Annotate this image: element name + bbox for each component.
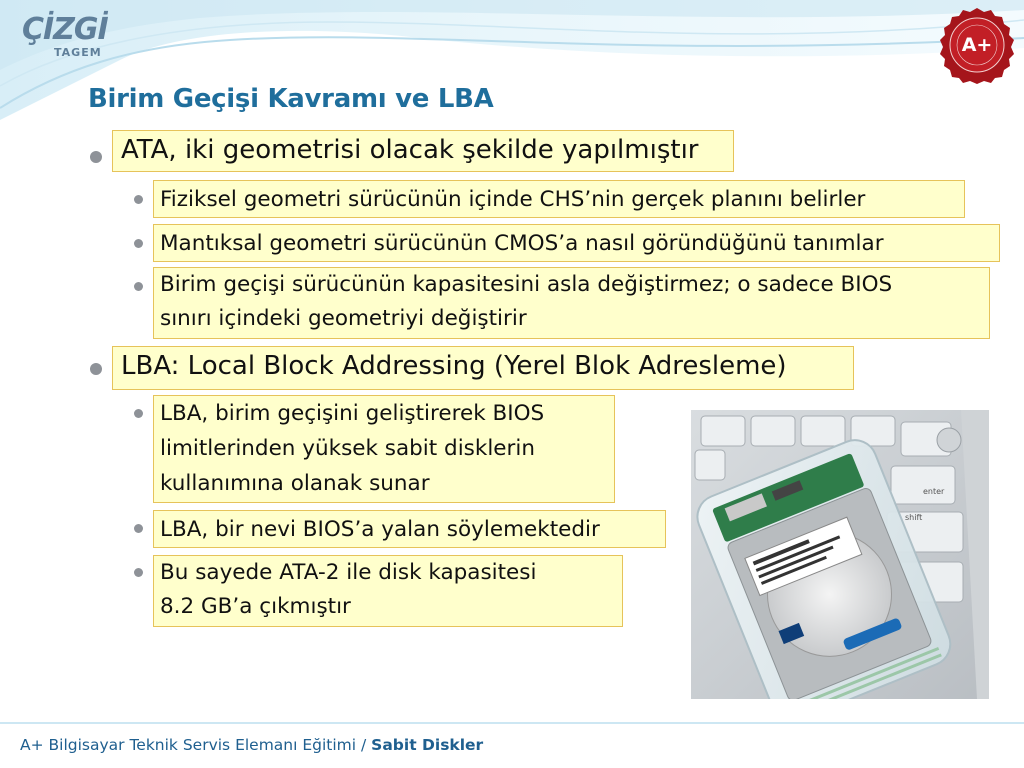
hard-disk-enclosure-photo — [691, 410, 989, 699]
footer-course: A+ Bilgisayar Teknik Servis Elemanı Eğitimi / — [20, 736, 367, 754]
bullet-dot — [90, 151, 102, 163]
bullet-ata — [112, 130, 734, 172]
bullet-text: Fiziksel geometri sürücünün içinde CHS’nin gerçek planını belirler — [160, 187, 866, 212]
photo-key-label: enter — [923, 487, 945, 496]
bullet-text-line: sınırı içindeki geometriyi değiştirir — [160, 306, 527, 331]
footer-divider — [0, 722, 1024, 724]
sub-bullet-fiziksel — [153, 180, 965, 218]
bullet-text-line: kullanımına olanak sunar — [160, 471, 430, 496]
bullet-dot — [134, 195, 143, 204]
bullet-text-line: Bu sayede ATA-2 ile disk kapasitesi — [160, 560, 537, 585]
bullet-text-line: LBA, birim geçişini geliştirerek BIOS — [160, 401, 545, 426]
bullet-text-line: limitlerinden yüksek sabit disklerin — [160, 436, 535, 461]
footer — [20, 736, 483, 754]
bullet-text: LBA: Local Block Addressing (Yerel Blok Adresleme) — [121, 351, 787, 381]
footer-section: Sabit Diskler — [371, 736, 484, 754]
bullet-text-line: Birim geçişi sürücünün kapasitesini asla değiştirmez; o sadece BIOS — [160, 272, 893, 297]
bullet-dot — [90, 363, 102, 375]
bullet-dot — [134, 282, 143, 291]
logo-sub-text: TAGEM — [54, 46, 102, 59]
seal-label: A+ — [961, 34, 993, 56]
bullet-text: ATA, iki geometrisi olacak şekilde yapılmıştır — [121, 135, 699, 165]
logo-main-text: ÇİZGİ — [22, 12, 108, 47]
bullet-dot — [134, 568, 143, 577]
slide-title: Birim Geçişi Kavramı ve LBA — [88, 84, 494, 114]
bullet-lba — [112, 346, 854, 390]
header-swoosh — [0, 0, 1024, 140]
cizgi-tagem-logo — [14, 10, 114, 68]
bullet-text-line: 8.2 GB’a çıkmıştır — [160, 594, 351, 619]
sub-bullet-birim-gecisi — [153, 267, 990, 339]
bullet-text: Mantıksal geometri sürücünün CMOS’a nasıl göründüğünü tanımlar — [160, 231, 884, 256]
bullet-dot — [134, 524, 143, 533]
sub-bullet-lba-yalan — [153, 510, 666, 548]
sub-bullet-mantiksal — [153, 224, 1000, 262]
sub-bullet-lba-gelistirme — [153, 395, 615, 503]
bullet-dot — [134, 409, 143, 418]
bullet-text: LBA, bir nevi BIOS’a yalan söylemektedir — [160, 517, 600, 542]
photo-key-label: shift — [905, 513, 923, 522]
sub-bullet-ata2 — [153, 555, 623, 627]
bullet-dot — [134, 239, 143, 248]
